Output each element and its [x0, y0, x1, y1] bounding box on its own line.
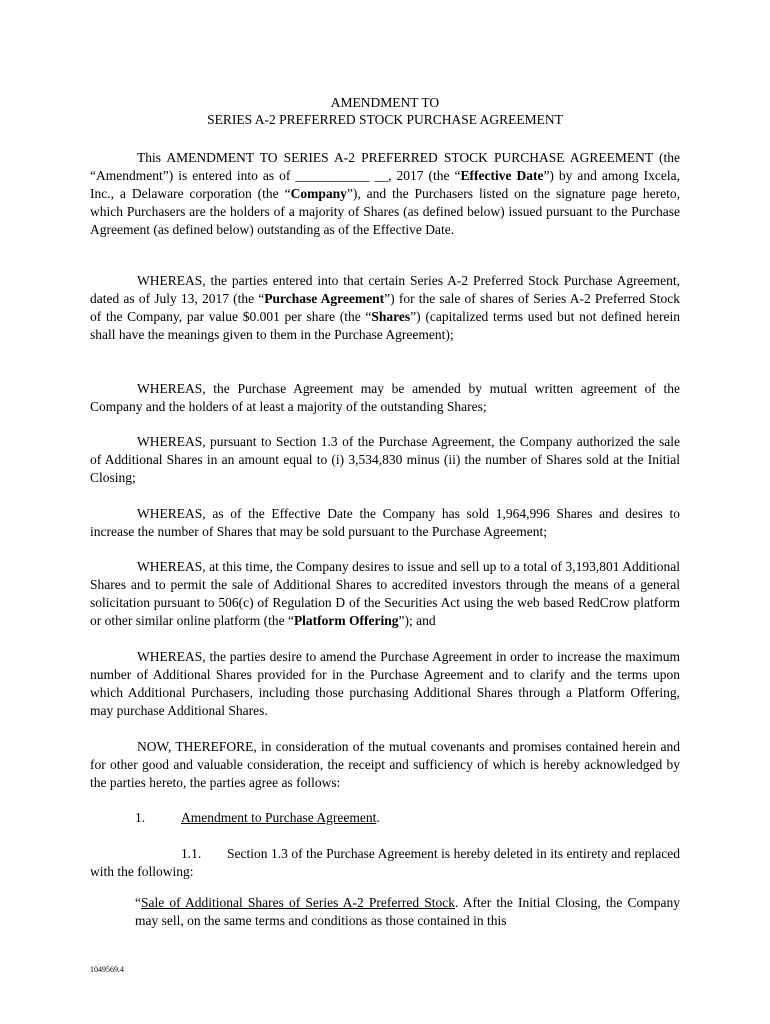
quote-heading: Sale of Additional Shares of Series A-2 Preferred Stock [141, 895, 455, 910]
defined-term-shares: Shares [371, 309, 411, 324]
whereas-desire-to-amend: WHEREAS, the parties desire to amend the Purchase Agreement in order to increase the maximum number of Additional Shares provided for in the Purchase Agreement and to clarify and the terms upon which Additional Purchasers, including those purchasing Additional Shares through a Platform Offering, may purchase Additional Shares. [90, 649, 680, 718]
defined-term-effective-date: Effective Date [460, 168, 544, 183]
replacement-section-quote: “Sale of Additional Shares of Series A-2 Preferred Stock. After the Initial Closing, the Company may sell, on the same terms and conditions as those contained in this [135, 895, 680, 928]
whereas-amendment-rule: WHEREAS, the Purchase Agreement may be amended by mutual written agreement of the Company and the holders of at least a majority of the outstanding Shares; [90, 381, 680, 414]
subsection-1-1-text: Section 1.3 of the Purchase Agreement is hereby deleted in its entirety and replaced with the following: [90, 846, 680, 879]
defined-term-platform-offering: Platform Offering [293, 613, 399, 628]
defined-term-purchase-agreement: Purchase Agreement [264, 291, 385, 306]
subsection-1-1-number: 1.1. [181, 846, 202, 861]
defined-term-company: Company [290, 186, 347, 201]
document-footer-id: 1049569.4 [90, 965, 124, 974]
document-title-line2: SERIES A-2 PREFERRED STOCK PURCHASE AGREEMENT [207, 112, 563, 127]
section-1-number: 1. [135, 810, 146, 825]
whereas-platform-offering: WHEREAS, at this time, the Company desires to issue and sell up to a total of 3,193,801 Additional Shares and to permit the sale of Additional Shares to accredited investors through the means of a general solicitation pursuant to 506(c) of Regulation D of the Securities Act using the web based RedCrow platform or other similar online platform (the “Platform Offering”); and [90, 559, 680, 628]
intro-paragraph: This AMENDMENT TO SERIES A-2 PREFERRED STOCK PURCHASE AGREEMENT (the “Amendment”) is entered into as of ___________ __, 2017 (the “Effective Date”) by and among Ixcela, Inc., a Delaware corporation (the “Company”), and the Purchasers listed on the signature page hereto, which Purchasers are the holders of a majority of Shares (as defined below) issued pursuant to the Purchase Agreement (as defined below) outstanding as of the Effective Date. [90, 150, 680, 237]
document-title-line1: AMENDMENT TO [330, 95, 440, 110]
whereas-shares-sold: WHEREAS, as of the Effective Date the Company has sold 1,964,996 Shares and desires to increase the number of Shares that may be sold pursuant to the Purchase Agreement; [90, 506, 680, 539]
section-1-heading: Amendment to Purchase Agreement. [181, 810, 380, 825]
whereas-section-1-3: WHEREAS, pursuant to Section 1.3 of the Purchase Agreement, the Company authorized the sale of Additional Shares in an amount equal to (i) 3,534,830 minus (ii) the number of Shares sold at the Initial Closing; [90, 434, 680, 485]
now-therefore-paragraph: NOW, THEREFORE, in consideration of the mutual covenants and promises contained herein and for other good and valuable consideration, the receipt and sufficiency of which is hereby acknowledged by the parties hereto, the parties agree as follows: [90, 739, 680, 790]
whereas-purchase-agreement: WHEREAS, the parties entered into that certain Series A-2 Preferred Stock Purchase Agreement, dated as of July 13, 2017 (the “Purchase Agreement”) for the sale of shares of Series A-2 Preferred Stock of the Company, par value $0.001 per share (the “Shares”) (capitalized terms used but not defined herein shall have the meanings given to them in the Purchase Agreement); [90, 273, 680, 342]
